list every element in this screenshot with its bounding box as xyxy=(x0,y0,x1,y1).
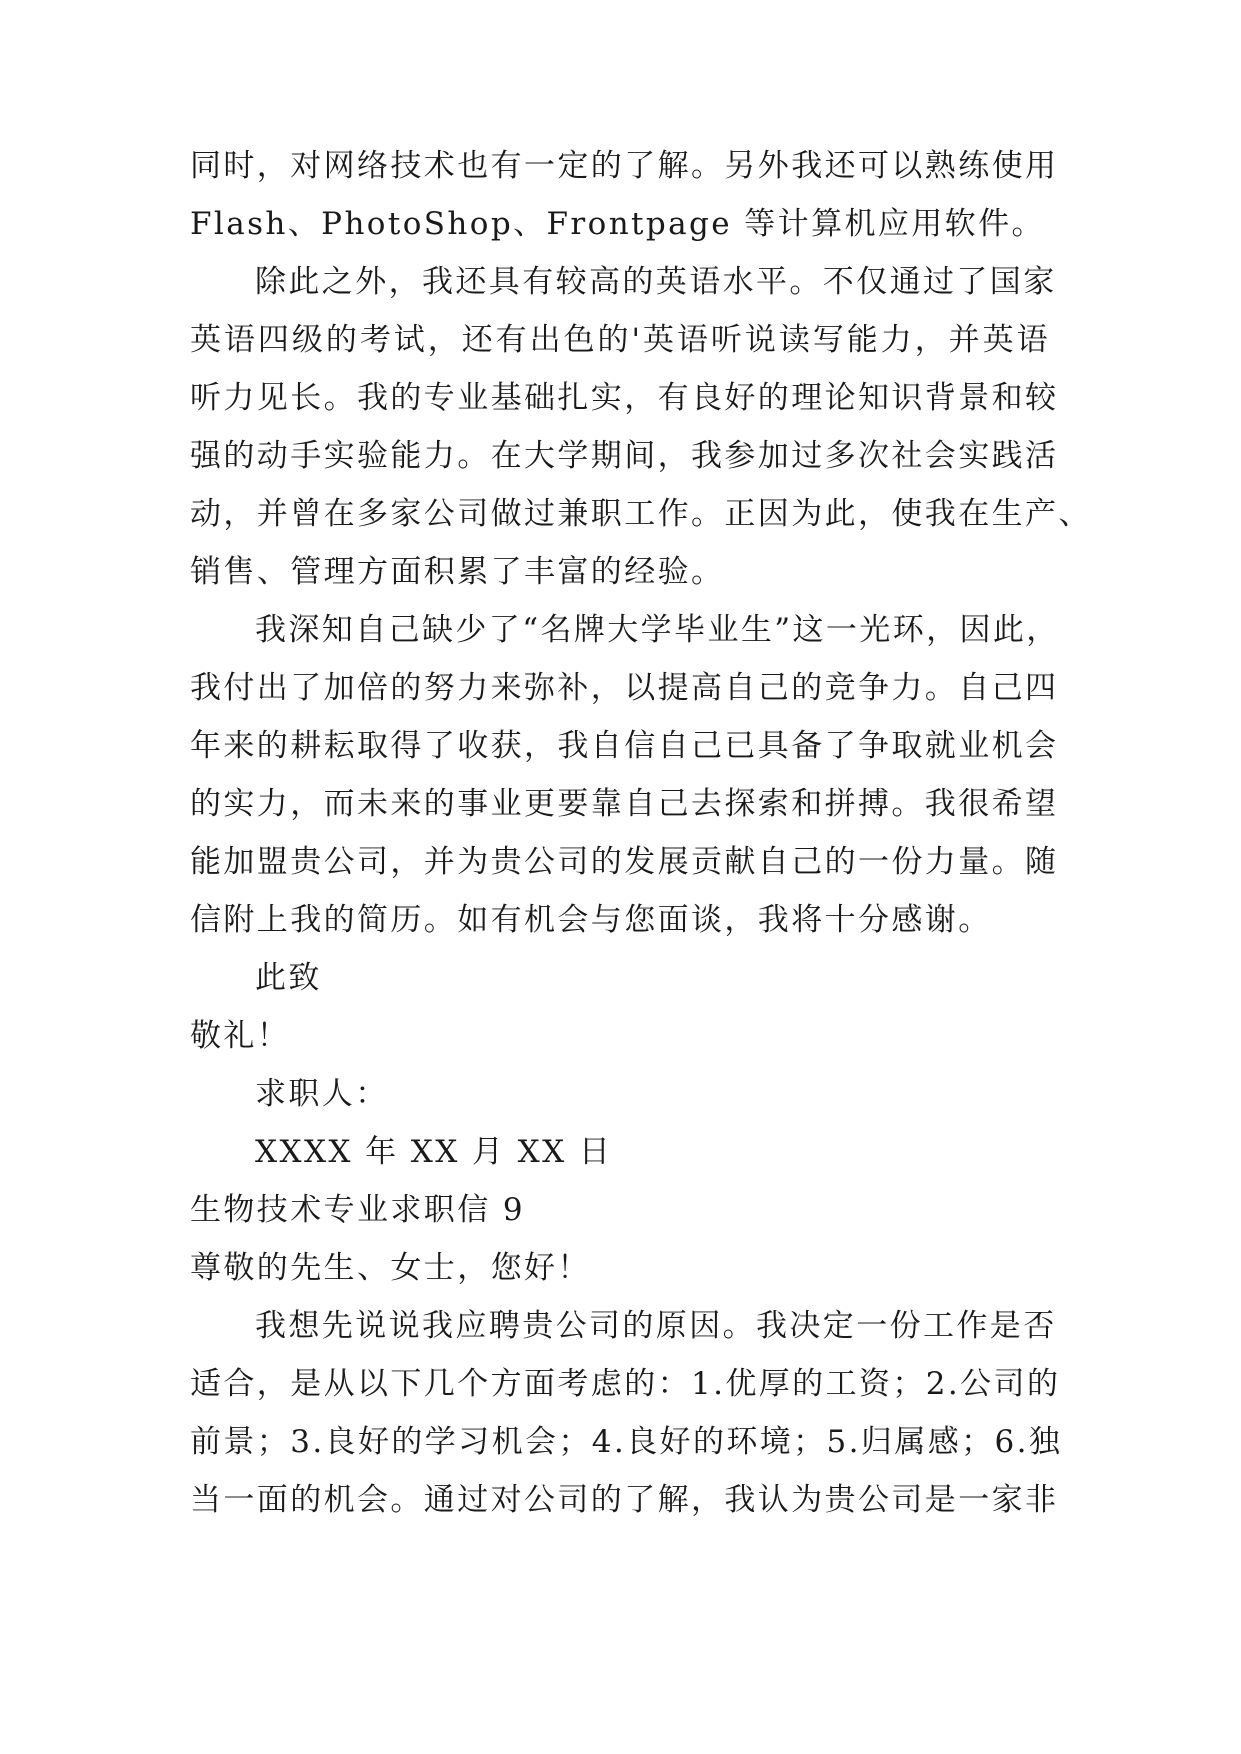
closing-regards: 敬礼！ xyxy=(190,1018,291,1054)
section-title: 生物技术专业求职信 9 xyxy=(190,1192,525,1228)
text-line: 销售、管理方面积累了丰富的经验。 xyxy=(190,554,725,590)
text-line: 年来的耕耘取得了收获，我自信自己已具备了争取就业机会 xyxy=(190,728,1059,764)
text-line: 当一面的机会。通过对公司的了解，我认为贵公司是一家非 xyxy=(190,1482,1059,1518)
text-line: 强的动手实验能力。在大学期间，我参加过多次社会实践活 xyxy=(190,438,1059,474)
text-line: 能加盟贵公司，并为贵公司的发展贡献自己的一份力量。随 xyxy=(190,844,1059,880)
text-line: 适合，是从以下几个方面考虑的：1.优厚的工资；2.公司的 xyxy=(190,1366,1061,1402)
text-line: 信附上我的简历。如有机会与您面谈，我将十分感谢。 xyxy=(190,902,992,938)
greeting: 尊敬的先生、女士，您好！ xyxy=(190,1250,591,1286)
text-line: 我深知自己缺少了“名牌大学毕业生”这一光环，因此， xyxy=(255,612,1060,648)
text-line: 我付出了加倍的努力来弥补，以提高自己的竞争力。自己四 xyxy=(190,670,1059,706)
text-line: 英语四级的考试，还有出色的'英语听说读写能力，并英语 xyxy=(190,322,1050,358)
text-line: 听力见长。我的专业基础扎实，有良好的理论知识背景和较 xyxy=(190,380,1059,416)
signature-label: 求职人： xyxy=(255,1076,389,1112)
text-line: Flash、PhotoShop、Frontpage 等计算机应用软件。 xyxy=(190,206,1045,242)
text-line: 前景；3.良好的学习机会；4.良好的环境；5.归属感；6.独 xyxy=(190,1424,1063,1460)
text-line: 我想先说说我应聘贵公司的原因。我决定一份工作是否 xyxy=(255,1308,1057,1344)
text-line: 动，并曾在多家公司做过兼职工作。正因为此，使我在生产、 xyxy=(190,496,1092,532)
text-line: 的实力，而未来的事业更要靠自己去探索和拼搏。我很希望 xyxy=(190,786,1059,822)
text-line: 除此之外，我还具有较高的英语水平。不仅通过了国家 xyxy=(255,264,1057,300)
date-line: XXXX 年 XX 月 XX 日 xyxy=(255,1134,613,1170)
text-line: 同时，对网络技术也有一定的了解。另外我还可以熟练使用 xyxy=(190,148,1059,184)
closing-salutation: 此致 xyxy=(255,960,322,996)
